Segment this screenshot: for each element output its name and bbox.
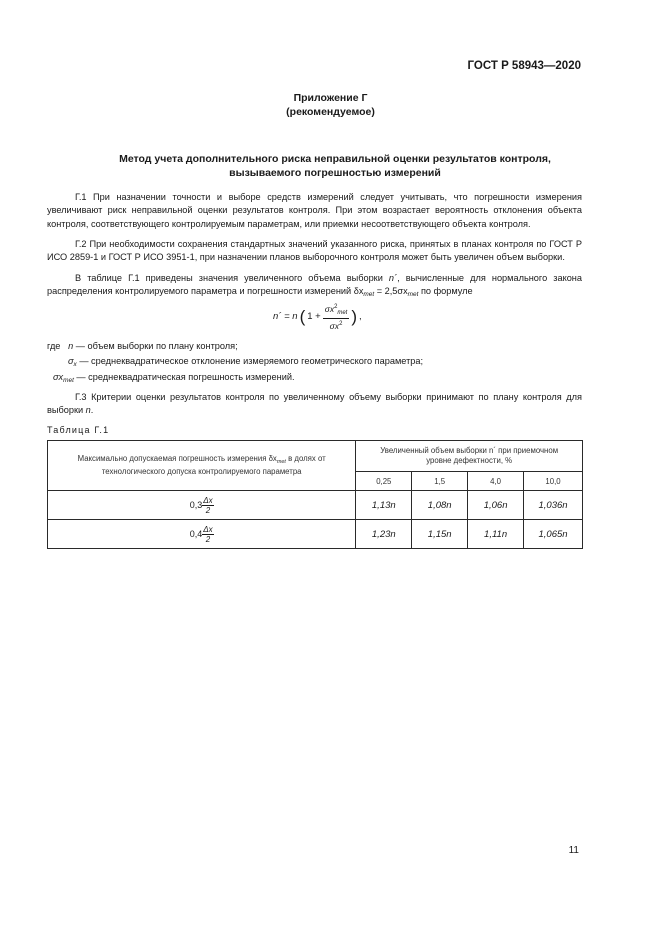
formula-fraction — [323, 302, 350, 331]
p3-variable: n´ — [388, 273, 398, 283]
table-cell: 1,13n — [356, 491, 412, 520]
table-row-label: 0,4 $\frac{\Delta x}{2}$ — [48, 520, 356, 549]
p3-text-1: В таблице Г.1 приведены значения увеличенного объема выборки — [75, 273, 389, 283]
table-cell: 1,23n — [356, 520, 412, 549]
formula-numerator: $\sigma x^2_{met}$ — [323, 302, 350, 319]
formula-lhs: n´ = n — [273, 310, 298, 322]
formula-tail: , — [359, 310, 362, 322]
table-header-error: Максимально допускаемая погрешность измерения $\delta x_{met}$ в долях от технологического допуска контролируемого параметра — [48, 441, 356, 491]
table-row-label: 0,3 $\frac{\Delta x}{2}$ — [48, 491, 356, 520]
table-level-cell: 1,5 — [412, 472, 468, 491]
p3-text-4: по формуле — [418, 286, 473, 297]
table-cell: 1,15n — [412, 520, 468, 549]
table-level-cell: 10,0 — [524, 472, 583, 491]
table-cell: 1,065n — [524, 520, 583, 549]
paragraph-g1: Г.1 При назначении точности и выборе средств измерений следует учитывать, что погрешности измерения увеличивают риск неправильной оценки результатов контроля. При этом возрастает вероятность отклонения объекта контроля, соответствующего контролируемым параметрам, или приемки несоответствующего объекта контроля. — [47, 192, 582, 229]
paragraph-g3: Г.3 Критерии оценки результатов контроля по увеличенному объему выборки принимают по плану контроля для выборки n. — [47, 392, 582, 416]
p3-text-3: = 2,5σx — [374, 286, 408, 297]
paragraph-table-ref — [47, 272, 582, 302]
table-level-cell: 0,25 — [356, 472, 412, 491]
appendix-status: (рекомендуемое) — [286, 106, 375, 118]
table-caption: Таблица Г.1 — [47, 425, 110, 435]
formula-one-plus: 1 + — [307, 310, 321, 322]
page-number: 11 — [568, 845, 579, 856]
table-level-cell: 4,0 — [468, 472, 524, 491]
sample-size-formula — [273, 302, 362, 331]
p3-subscript-2: met — [407, 291, 419, 299]
formula-open-paren: ( — [299, 306, 306, 326]
table-header-sample-size: Увеличенный объем выборки n´ при приемочном уровне дефектности, % — [356, 441, 583, 472]
paragraph-g2: Г.2 При необходимости сохранения стандартных значений указанного риска, принятых в планах контроля по ГОСТ Р ИСО 2859-1 и ГОСТ Р ИСО 3951-1, при назначении планов выборочного контроля может быть увеличен объем выборки. — [47, 239, 582, 263]
document-standard-number: ГОСТ Р 58943—2020 — [467, 60, 581, 72]
table-row — [48, 491, 583, 520]
table-cell: 1,036n — [524, 491, 583, 520]
where-sigma-met: $\sigma x_{met}$ — среднеквадратическая погрешность измерений. — [53, 372, 295, 384]
where-sigma-x: $\sigma_x$ — среднеквадратическое отклонение измеряемого геометрического параметра; — [68, 356, 424, 368]
section-title-line-1: Метод учета дополнительного риска неправильной оценки результатов контроля, — [119, 153, 551, 165]
p3-text-2: , вычисленные для нормального закона распределения контролируемого параметра и погрешности измерений δx — [47, 273, 582, 297]
formula-close-paren: ) — [351, 306, 357, 326]
formula-denominator: $\sigma x^2$ — [329, 320, 343, 331]
table-cell: 1,08n — [412, 491, 468, 520]
where-n: где n — объем выборки по плану контроля; — [47, 341, 238, 351]
appendix-title: Приложение Г — [293, 92, 368, 104]
table-cell: 1,11n — [468, 520, 524, 549]
sample-size-table — [47, 440, 583, 549]
p3-subscript-1: met — [363, 291, 375, 299]
section-title — [60, 152, 610, 180]
table-cell: 1,06n — [468, 491, 524, 520]
table-row — [48, 520, 583, 549]
section-title-line-2: вызываемого погрешностью измерений — [229, 167, 441, 179]
